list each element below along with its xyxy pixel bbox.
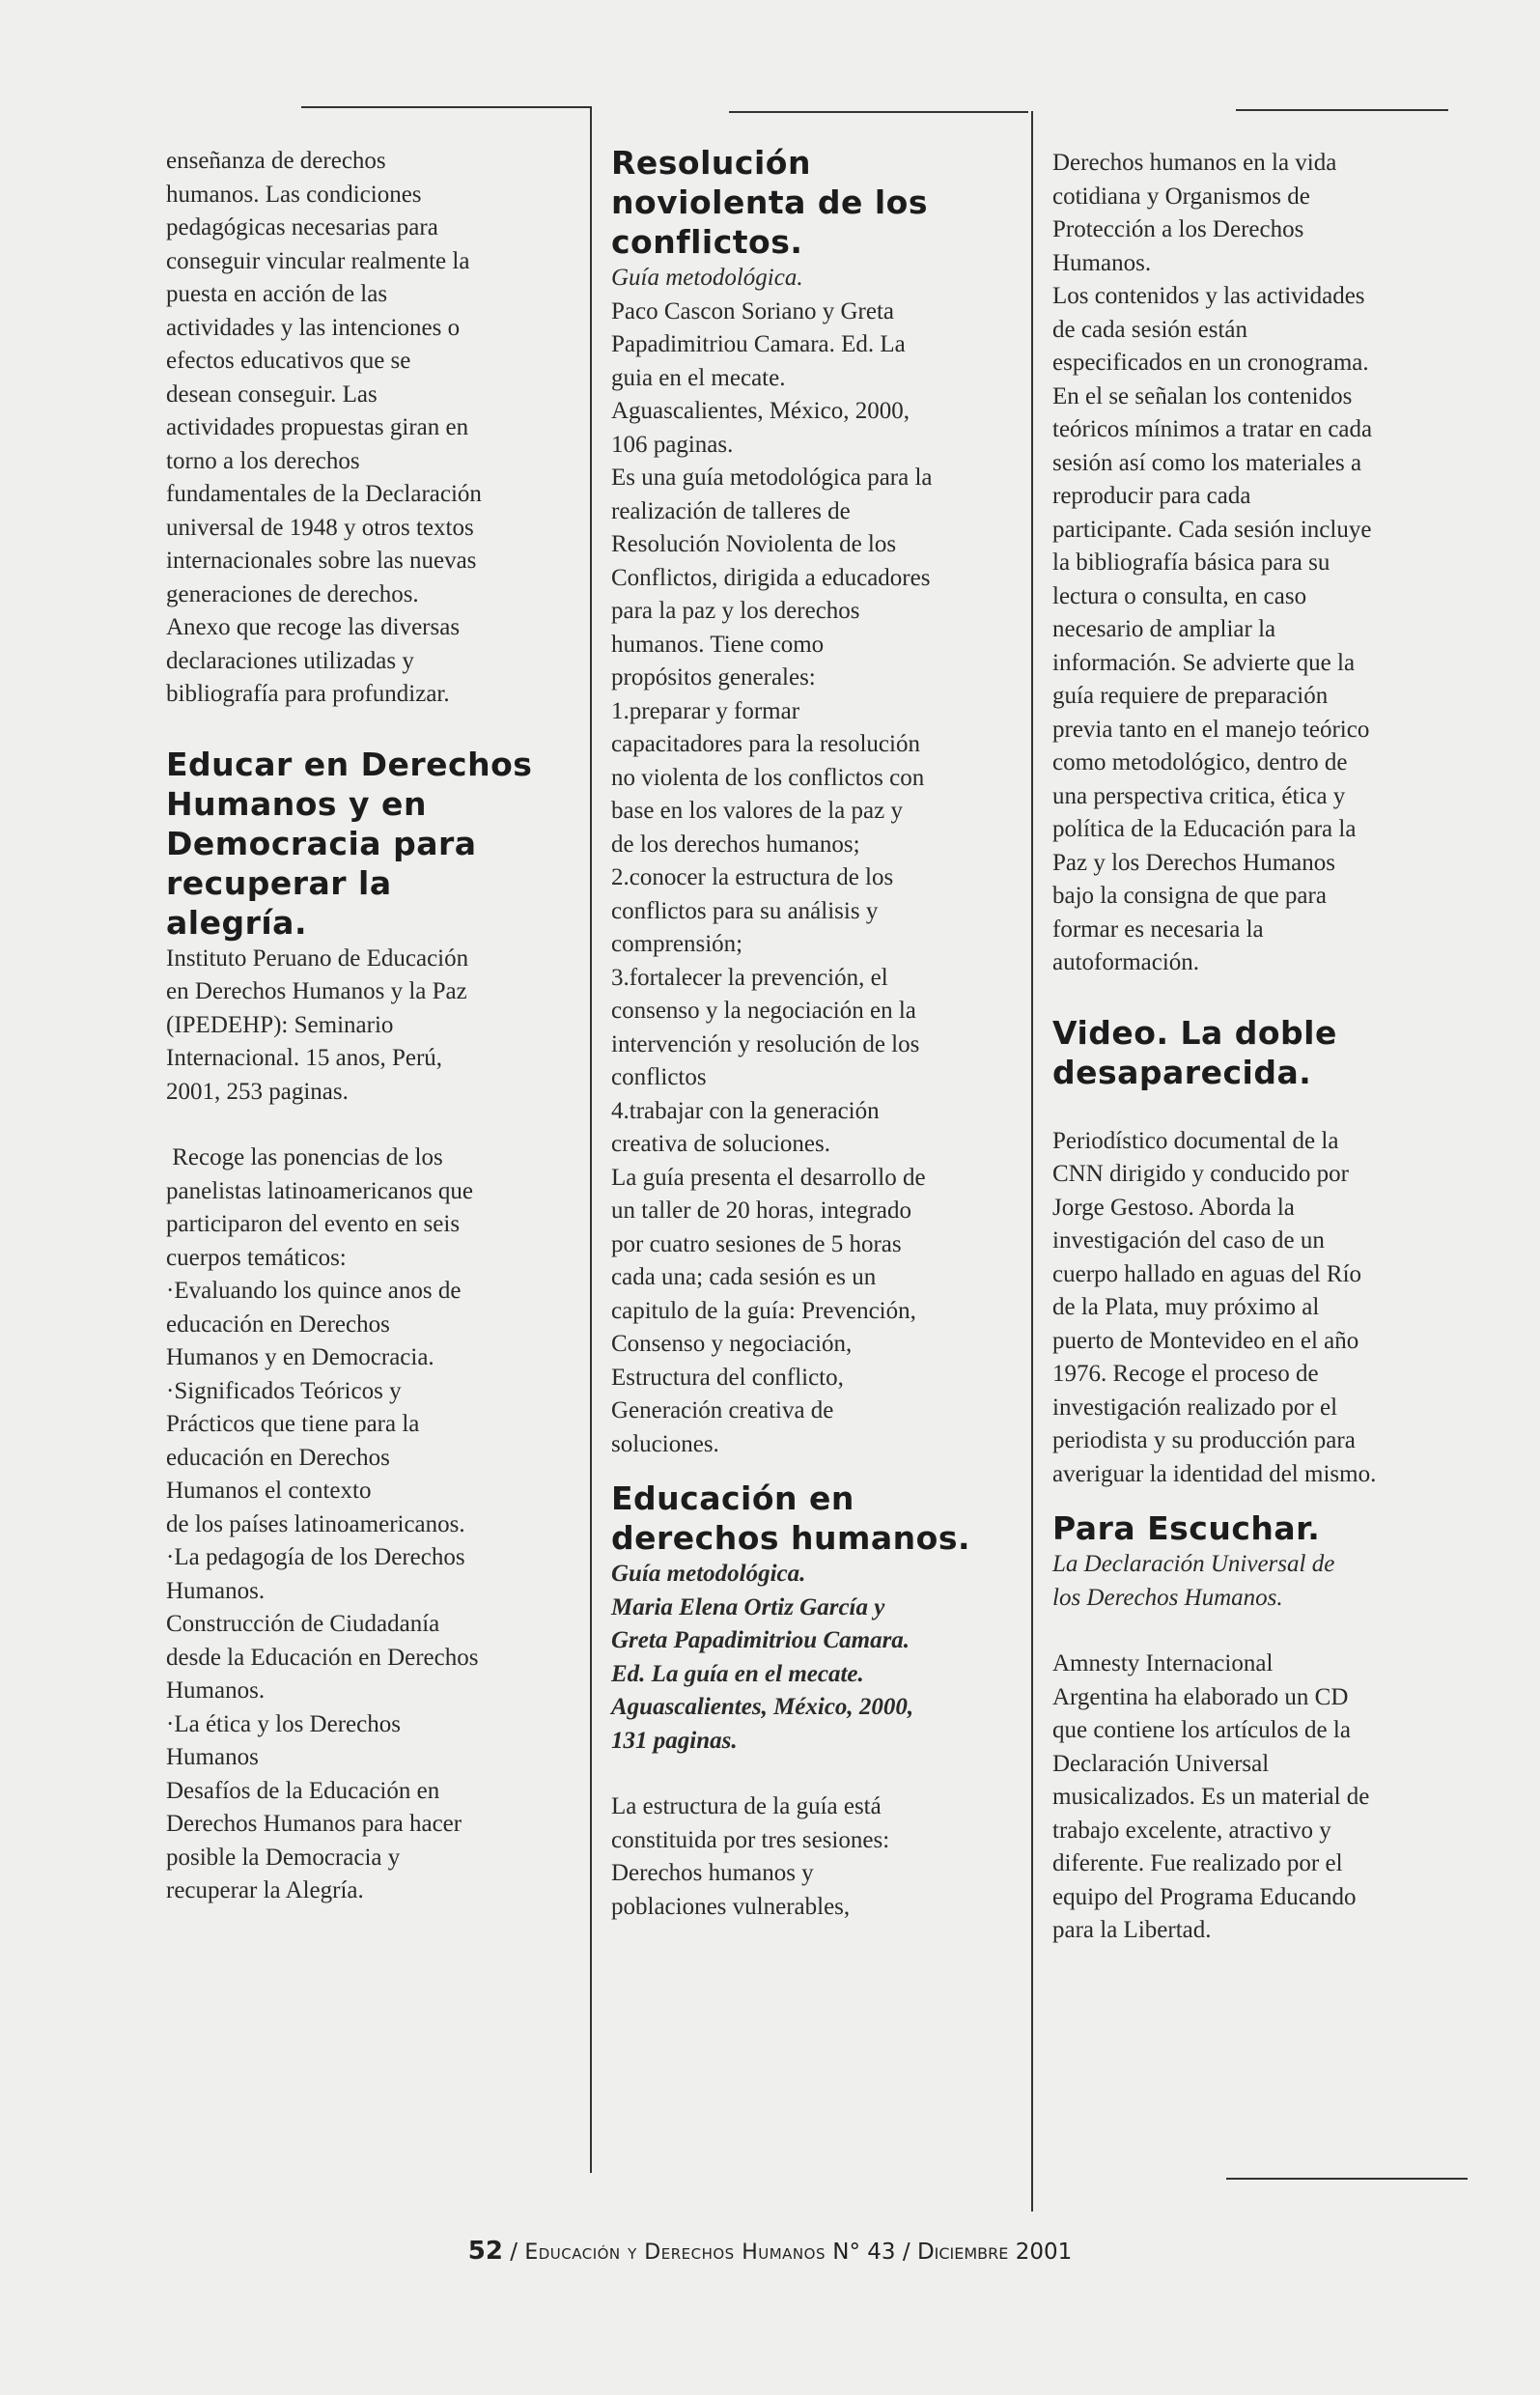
text-line: Greta Papadimitriou Camara.: [611, 1627, 910, 1653]
text-line: torno a los derechos: [166, 447, 360, 474]
text-line: Ed. La guía en el mecate.: [611, 1660, 864, 1687]
text-line: periodista y su producción para: [1052, 1427, 1356, 1453]
text-line: sesión así como los materiales a: [1052, 449, 1362, 476]
text-line: por cuatro sesiones de 5 horas: [611, 1230, 902, 1257]
text-line: fundamentales de la Declaración: [166, 481, 482, 507]
text-line: Declaración Universal: [1052, 1750, 1270, 1777]
text-line: Generación creativa de: [611, 1397, 834, 1423]
text-line: de la Plata, muy próximo al: [1052, 1294, 1320, 1320]
text-line: universal de 1948 y otros textos: [166, 514, 474, 541]
text-line: 4.trabajar con la generación: [611, 1097, 880, 1124]
text-line: noviolenta de los: [611, 183, 928, 221]
text-line: 1.preparar y formar: [611, 697, 800, 724]
text-line: comprensión;: [611, 931, 743, 957]
magazine-title: Educación y Derechos Humanos: [524, 2240, 826, 2265]
text-line: 131 paginas.: [611, 1727, 738, 1754]
column-3: [1052, 147, 1468, 1948]
text-line: Derechos Humanos para hacer: [166, 1811, 462, 1837]
text-line: de cada sesión están: [1052, 316, 1248, 343]
text-line: información. Se advierte que la: [1052, 649, 1356, 676]
text-line: Aguascalientes, México, 2000,: [611, 398, 910, 424]
col2-reference-2: [611, 1558, 1026, 1758]
text-line: previa tanto en el manejo teórico: [1052, 716, 1370, 743]
text-line: realización de talleres de: [611, 497, 851, 524]
text-line: Video. La doble: [1052, 1013, 1337, 1052]
text-line: para la Libertad.: [1052, 1917, 1212, 1943]
text-line: creativa de soluciones.: [611, 1131, 830, 1157]
text-line: soluciones.: [611, 1430, 719, 1457]
text-line: cotidiana y Organismos de: [1052, 183, 1310, 210]
text-line: Derechos humanos en la vida: [1052, 150, 1337, 176]
text-line: 1976. Recoge el proceso de: [1052, 1361, 1319, 1387]
text-line: Paz y los Derechos Humanos: [1052, 849, 1335, 876]
text-line: Papadimitriou Camara. Ed. La: [611, 331, 906, 357]
text-line: participaron del evento en seis: [166, 1211, 461, 1237]
text-line: Desafíos de la Educación en: [166, 1777, 440, 1804]
text-line: capitulo de la guía: Prevención,: [611, 1297, 916, 1324]
text-line: averiguar la identidad del mismo.: [1052, 1460, 1377, 1487]
text-line: recuperar la Alegría.: [166, 1877, 364, 1903]
text-line: Amnesty Internacional: [1052, 1650, 1274, 1676]
text-line: ·Evaluando los quince anos de: [166, 1278, 462, 1304]
text-line: Para Escuchar.: [1052, 1509, 1321, 1547]
bottom-rule-right: [1226, 2178, 1468, 2180]
text-line: la bibliografía básica para su: [1052, 549, 1330, 576]
subtitle-guia-metodologica: Guía metodológica.: [611, 265, 803, 291]
text-line: base en los valores de la paz y: [611, 798, 903, 824]
text-line: Prácticos que tiene para la: [166, 1411, 420, 1437]
text-line: efectos educativos que se: [166, 348, 411, 374]
column-divider-right: [1031, 111, 1033, 2212]
text-line: bajo la consigna de que para: [1052, 883, 1327, 909]
section-heading-video: [1052, 1013, 1468, 1092]
text-line: capacitadores para la resolución: [611, 731, 920, 757]
text-line: derechos humanos.: [611, 1519, 970, 1557]
text-line: Construcción de Ciudadanía: [166, 1611, 440, 1637]
issue-date: Diciembre 2001: [916, 2240, 1073, 2265]
col1-body-text: [166, 1141, 576, 1908]
footer-separator-2: /: [902, 2240, 910, 2265]
text-line: ·La pedagogía de los Derechos: [166, 1544, 465, 1570]
text-line: poblaciones vulnerables,: [611, 1893, 851, 1920]
text-line: desaparecida.: [1052, 1053, 1312, 1091]
text-line: no violenta de los conflictos con: [611, 764, 925, 791]
text-line: Humanos: [166, 1744, 259, 1770]
text-line: Humanos y en: [166, 784, 427, 823]
text-line: Recoge las ponencias de los: [166, 1144, 443, 1170]
text-line: (IPEDEHP): Seminario: [166, 1011, 394, 1038]
text-line: Derechos humanos y: [611, 1860, 814, 1886]
text-line: participante. Cada sesión incluye: [1052, 516, 1372, 543]
text-line: Internacional. 15 anos, Perú,: [166, 1045, 443, 1071]
text-line: declaraciones utilizadas y: [166, 647, 414, 674]
text-line: conflictos para su análisis y: [611, 897, 879, 924]
text-line: conflictos: [611, 1064, 707, 1090]
text-line: Humanos el contexto: [166, 1478, 372, 1504]
text-line: desde la Educación en Derechos: [166, 1644, 479, 1671]
page-number: 52: [467, 2237, 503, 2266]
text-line: un taller de 20 horas, integrado: [611, 1198, 912, 1224]
text-line: CNN dirigido y conducido por: [1052, 1161, 1349, 1187]
text-line: investigación realizado por el: [1052, 1394, 1338, 1421]
text-line: Jorge Gestoso. Aborda la: [1052, 1194, 1295, 1221]
text-line: intervención y resolución de los: [611, 1030, 920, 1057]
text-line: recuperar la: [166, 863, 392, 902]
text-line: guia en el mecate.: [611, 364, 786, 391]
text-line: para la paz y los derechos: [611, 598, 860, 624]
text-line: cada una; cada sesión es un: [611, 1264, 877, 1290]
text-line: humanos. Tiene como: [611, 631, 825, 658]
text-line: Aguascalientes, México, 2000,: [611, 1694, 914, 1720]
text-line: Consenso y negociación,: [611, 1331, 853, 1357]
section-heading-para-escuchar: [1052, 1508, 1468, 1548]
text-line: formar es necesaria la: [1052, 916, 1264, 943]
text-line: conflictos.: [611, 223, 803, 261]
col3-body-text-2: [1052, 1125, 1468, 1492]
text-line: 3.fortalecer la prevención, el: [611, 964, 888, 991]
text-line: Instituto Peruano de Educación: [166, 944, 469, 972]
text-line: panelistas latinoamericanos que: [166, 1177, 473, 1204]
text-line: especificados en un cronograma.: [1052, 350, 1369, 376]
text-line: autoformación.: [1052, 949, 1200, 975]
text-line: que contiene los artículos de la: [1052, 1717, 1351, 1743]
issue-number: N° 43: [832, 2240, 896, 2265]
text-line: actividades propuestas giran en: [166, 414, 469, 440]
text-line: La Declaración Universal de: [1052, 1551, 1335, 1577]
text-line: 106 paginas.: [611, 431, 734, 458]
text-line: 2001, 253 paginas.: [166, 1078, 349, 1105]
text-line: educación en Derechos: [166, 1444, 390, 1471]
page-footer: [0, 2237, 1540, 2266]
text-line: alegría.: [166, 903, 307, 942]
top-rule-middle: [729, 111, 1028, 113]
text-line: Resolución: [611, 144, 811, 182]
text-line: Humanos.: [1052, 249, 1152, 276]
text-line: actividades y las intenciones o: [166, 314, 461, 341]
section-heading-educacion: [611, 1479, 1026, 1558]
text-line: Argentina ha elaborado un CD: [1052, 1683, 1349, 1710]
text-line: musicalizados. Es un material de: [1052, 1784, 1370, 1810]
text-line: enseñanza de derechos: [166, 148, 386, 174]
text-line: generaciones de derechos.: [166, 580, 419, 607]
text-line: Resolución Noviolenta de los: [611, 531, 897, 557]
text-line: Estructura del conflicto,: [611, 1364, 844, 1391]
text-line: política de la Educación para la: [1052, 816, 1357, 842]
text-line: puesta en acción de las: [166, 281, 388, 307]
col3-body-text-3: [1052, 1648, 1468, 1948]
footer-separator: /: [510, 2240, 518, 2265]
column-1: [166, 145, 576, 1908]
text-line: necesario de ampliar la: [1052, 616, 1276, 642]
text-line: puerto de Montevideo en el año: [1052, 1327, 1359, 1354]
text-line: Guía metodológica.: [611, 1561, 806, 1587]
text-line: internacionales sobre las nuevas: [166, 548, 477, 574]
text-line: constituida por tres sesiones:: [611, 1826, 890, 1853]
text-line: En el se señalan los contenidos: [1052, 382, 1353, 409]
text-line: educación en Derechos: [166, 1310, 390, 1338]
text-line: Paco Cascon Soriano y Greta: [611, 297, 894, 324]
text-line: Anexo que recoge las diversas: [166, 614, 461, 640]
text-line: guía requiere de preparación: [1052, 683, 1329, 709]
text-line: trabajo excelente, atractivo y: [1052, 1817, 1331, 1844]
text-line: La estructura de la guía está: [611, 1793, 882, 1819]
text-line: La guía presenta el desarrollo de: [611, 1164, 926, 1191]
text-line: conseguir vincular realmente la: [166, 247, 470, 274]
text-line: posible la Democracia y: [166, 1844, 401, 1871]
text-line: los Derechos Humanos.: [1052, 1584, 1283, 1611]
text-line: Democracia para: [166, 824, 477, 862]
text-line: reproducir para cada: [1052, 483, 1251, 509]
text-line: investigación del caso de un: [1052, 1227, 1325, 1254]
text-line: Humanos.: [166, 1577, 266, 1604]
text-line: Humanos.: [166, 1677, 266, 1704]
text-line: Periodístico documental de la: [1052, 1127, 1339, 1154]
col1-reference: [166, 943, 576, 1110]
top-rule-right: [1236, 109, 1448, 111]
col3-body-text-1: [1052, 147, 1468, 980]
text-line: de los derechos humanos;: [611, 831, 860, 858]
text-line: una perspectiva critica, ética y: [1052, 782, 1346, 809]
text-line: cuerpo hallado en aguas del Río: [1052, 1260, 1362, 1287]
text-line: lectura o consulta, en caso: [1052, 582, 1307, 609]
text-line: Educación en: [611, 1479, 854, 1517]
column-2: [611, 143, 1026, 1924]
col1-intro-text: [166, 145, 576, 712]
text-line: equipo del Programa Educando: [1052, 1883, 1357, 1910]
subtitle-declaracion-universal: [1052, 1548, 1468, 1615]
text-line: teóricos mínimos a tratar en cada: [1052, 416, 1373, 442]
text-line: como metodológico, dentro de: [1052, 749, 1348, 775]
text-line: Los contenidos y las actividades: [1052, 283, 1365, 309]
text-line: Conflictos, dirigida a educadores: [611, 564, 931, 591]
text-line: bibliografía para profundizar.: [166, 681, 450, 707]
text-line: 2.conocer la estructura de los: [611, 864, 894, 890]
text-line: Maria Elena Ortiz García y: [611, 1593, 885, 1620]
text-line: Protección a los Derechos: [1052, 216, 1304, 242]
col2-body-text-2: [611, 1790, 1026, 1924]
text-line: Es una guía metodológica para la: [611, 465, 933, 491]
top-rule-left: [301, 106, 591, 108]
text-line: propósitos generales:: [611, 664, 816, 690]
text-line: diferente. Fue realizado por el: [1052, 1850, 1343, 1876]
text-line: ·La ética y los Derechos: [166, 1710, 401, 1737]
text-line: ·Significados Teóricos y: [166, 1377, 402, 1404]
section-heading-educar: [166, 745, 576, 943]
text-line: Educar en Derechos: [166, 745, 533, 783]
text-line: en Derechos Humanos y la Paz: [166, 978, 467, 1004]
text-line: Humanos y en Democracia.: [166, 1344, 434, 1370]
text-line: consenso y la negociación en la: [611, 998, 916, 1024]
text-line: cuerpos temáticos:: [166, 1244, 347, 1271]
text-line: de los países latinoamericanos.: [166, 1510, 465, 1537]
text-line: pedagógicas necesarias para: [166, 214, 438, 240]
column-divider-left: [590, 106, 592, 2173]
text-line: desean conseguir. Las: [166, 380, 378, 408]
text-line: humanos. Las condiciones: [166, 181, 422, 208]
section-heading-resolucion: [611, 143, 1026, 262]
col2-body-text-1: [611, 296, 1026, 1462]
